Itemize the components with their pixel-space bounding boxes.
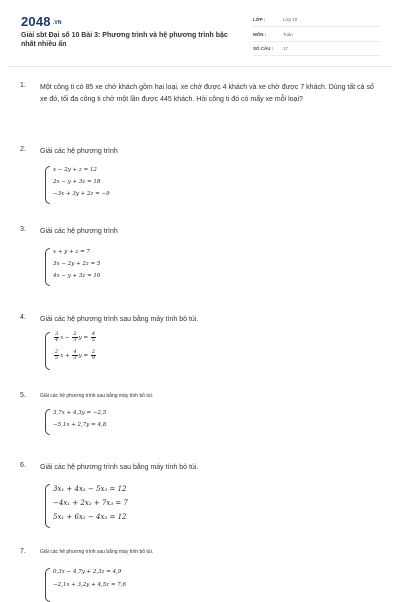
equation: 3x − 2y + 2z = 5 — [53, 261, 101, 267]
equation: 3,7x + 4,3y = −2,5 — [53, 410, 107, 416]
meta-count: SỐ CÂU : 17 — [253, 43, 381, 56]
equation: $\frac{3}{4}$ x − $\frac{2}{3}$ y = $\frac{4}{5}$ — [55, 331, 95, 343]
equation: 4x − y + 3z = 10 — [53, 273, 101, 279]
equation: −5,1x + 2,7y = 4,8 — [53, 422, 107, 428]
equation: x − 2y + z = 12 — [53, 167, 97, 173]
header-divider — [8, 66, 392, 67]
brace-icon — [45, 166, 50, 204]
equation: −3x + 3y + 2z = −9 — [53, 191, 110, 197]
document-page: 2048 .VN Giải sbt Đại số 10 Bài 3: Phương trình và hệ phương trình bậc nhất nhiều ẩn LỚP : Lớp 10 MÔN : Toán SỐ CÂU : 17 1. Một công ti có 85 xe chở khách gồm hai loại, xe chở được 4 khách và xe chở được 7 khách. Dùng tất cả số xe đó, tối đa công ti chở một lần được 445 khách. Hỏi công ti đó có mấy xe mỗi loại? 2. Giải các hệ phương trình x − 2y + z = 12 2x − y + 3z = 18 −3x + 3y + 2z = −9 3. Giải các hệ phương trình x + y + z = 7 3x − 2y + 2z = 5 4x − y + 3z = 10 4. Giải các hệ phương trình sau bằng máy tính bỏ túi. $\frac{3}{4}$ x − $\frac{2}{3}$ y = $\frac{4}{5}$ $\frac{2}{5}$ x + $\frac{4}{3}$ y = $\frac{2}{9}$ 5. Giải các hệ phương trình sau bằng máy tính bỏ túi. 3,7x + 4,3y = −2,5 −5,1x + 2,7y = 4,8 6. Giải các hệ phương trình sau bằng máy tính bỏ túi. 3x₁ + 4x₂ − 5x₃ = 12 −4x₁ + 2x₂ + 7x₃ = 7 5x₁ + 6x₂ − 4x₃ = 12 7. Giải các hệ phương trình sau bằng máy tính bỏ túi. 0,3x − 4,7y + 2,3z = 4,9 −2,1x + 3,2y + 4,5z = 7,6 — [0, 0, 400, 600]
equation: 5x₁ + 6x₂ − 4x₃ = 12 — [53, 513, 127, 521]
brace-icon — [45, 484, 50, 528]
site-logo[interactable]: 2048 .VN — [21, 14, 62, 29]
equation: −2,1x + 3,2y + 4,5z = 7,6 — [53, 582, 127, 588]
meta-subject: MÔN : Toán — [253, 29, 381, 42]
question-text: Giải các hệ phương trình sau bằng máy tính bỏ túi. — [40, 393, 154, 399]
brace-icon — [45, 332, 50, 370]
equation: $\frac{2}{5}$ x + $\frac{4}{3}$ y = $\frac{2}{9}$ — [55, 349, 95, 361]
equation: x + y + z = 7 — [53, 249, 90, 255]
equation: 3x₁ + 4x₂ − 5x₃ = 12 — [53, 485, 127, 493]
question-text: Giải các hệ phương trình sau bằng máy tính bỏ túi. — [40, 549, 154, 555]
question-text: Giải các hệ phương trình sau bằng máy tính bỏ túi. — [40, 464, 199, 471]
page-title: Giải sbt Đại số 10 Bài 3: Phương trình và hệ phương trình bậc nhất nhiều ẩn — [21, 32, 228, 48]
page-header — [0, 0, 400, 58]
brace-icon — [45, 568, 50, 602]
brace-icon — [45, 248, 50, 286]
question-text: Giải các hệ phương trình — [40, 228, 118, 235]
meta-grade: LỚP : Lớp 10 — [253, 14, 381, 27]
question-text: Giải các hệ phương trình sau bằng máy tính bỏ túi. — [40, 316, 199, 323]
equation: 0,3x − 4,7y + 2,3z = 4,9 — [53, 569, 122, 575]
equation: −4x₁ + 2x₂ + 7x₃ = 7 — [53, 499, 128, 507]
question-text: Một công ti có 85 xe chở khách gồm hai loại, xe chở được 4 khách và xe chở được 7 khách. Dùng tất cả số xe đó, tối đa công ti chở một lần được 445 khách. Hỏi công ti đó có mấy xe mỗi loại? — [40, 84, 374, 103]
brace-icon — [45, 409, 50, 435]
equation: 2x − y + 3z = 18 — [53, 179, 101, 185]
question-text: Giải các hệ phương trình — [40, 148, 118, 155]
